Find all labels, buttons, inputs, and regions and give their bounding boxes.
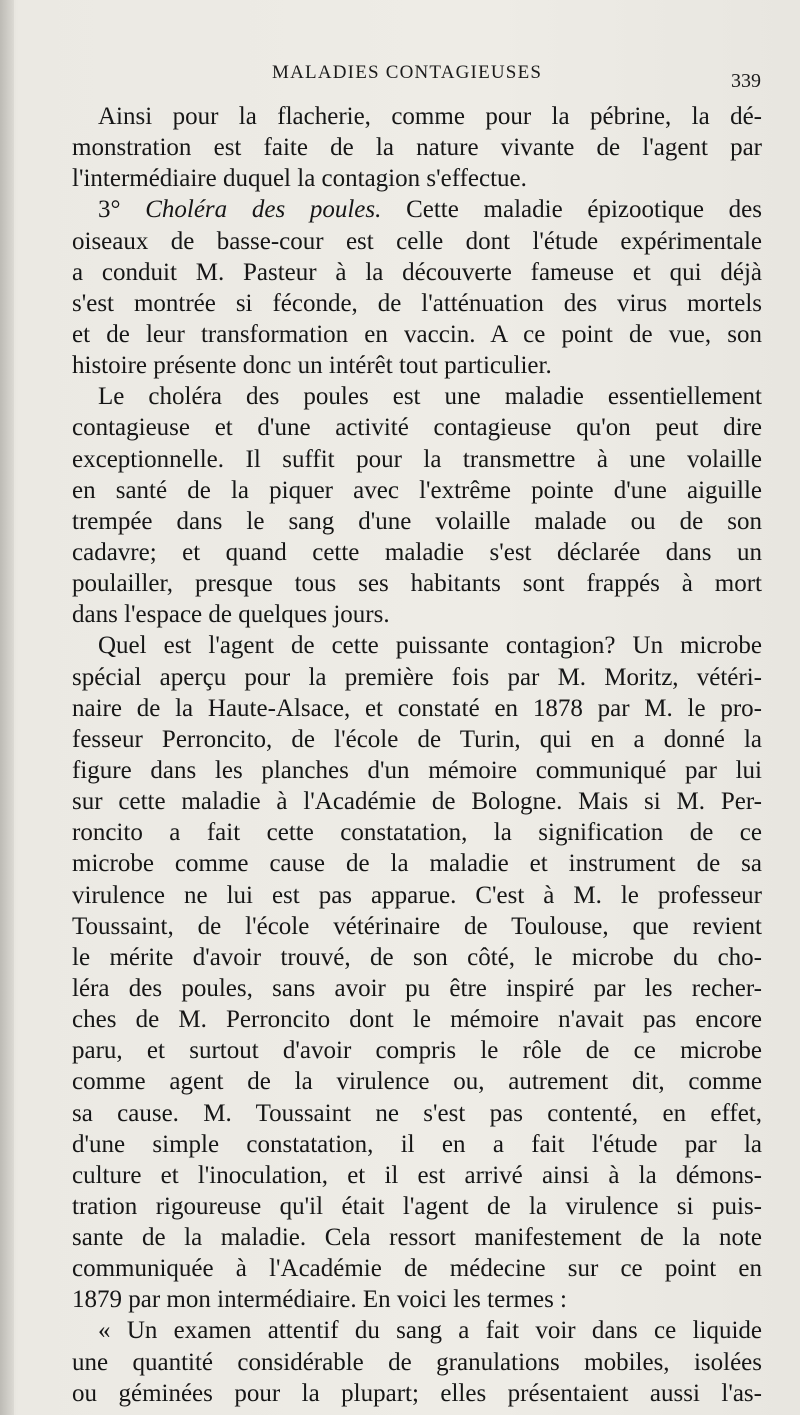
text-line: le mérite d'avoir trouvé, de son côté, le microbe du cho- <box>72 943 762 971</box>
text-line: paru, et surtout d'avoir compris le rôle de ce microbe <box>72 1037 762 1065</box>
text-line: d'une simple constatation, il en a fait l'étude par la <box>72 1130 762 1158</box>
italic-heading: Choléra des poules. <box>145 196 382 224</box>
text-line: sa cause. M. Toussaint ne s'est pas contenté, en effet, <box>72 1099 762 1127</box>
text-line: Quel est l'agent de cette puissante contagion? Un microbe <box>98 632 762 660</box>
text-line-quote-start: « Un examen attentif du sang a fait voir dans ce liquide <box>98 1317 762 1345</box>
text-line: poulailler, presque tous ses habitants sont frappés à mort <box>72 570 762 598</box>
running-head: MALADIES CONTAGIEUSES <box>272 62 543 83</box>
text-line: s'est montrée si féconde, de l'atténuation des virus mortels <box>72 289 762 317</box>
text-line: a conduit M. Pasteur à la découverte fameuse et qui déjà <box>72 258 762 286</box>
text-line: et de leur transformation en vaccin. A ce point de vue, son <box>72 320 762 348</box>
text-line: microbe comme cause de la maladie et instrument de sa <box>72 850 762 878</box>
text-line: Toussaint, de l'école vétérinaire de Toulouse, que revient <box>72 912 762 940</box>
text-line: oiseaux de basse-cour est celle dont l'étude expérimentale <box>72 227 762 255</box>
page-binding-shadow <box>0 0 14 1415</box>
text-line: Le choléra des poules est une maladie essentiellement <box>98 383 762 411</box>
text-line: 1879 par mon intermédiaire. En voici les termes : <box>72 1286 567 1314</box>
text-line: contagieuse et d'une activité contagieuse qu'on peut dire <box>72 414 762 442</box>
body-text <box>72 101 762 1409</box>
text-line: Ainsi pour la flacherie, comme pour la pébrine, la dé- <box>98 103 762 130</box>
text-line: l'intermédiaire duquel la contagion s'effectue. <box>72 165 527 193</box>
text-line: dans l'espace de quelques jours. <box>72 601 390 629</box>
text-line: naire de la Haute-Alsace, et constaté en 1878 par M. le pro- <box>72 694 762 722</box>
text-line: spécial aperçu pour la première fois par M. Moritz, vétéri- <box>72 663 762 691</box>
text-line: ches de M. Perroncito dont le mémoire n'avait pas encore <box>72 1006 762 1034</box>
text-line-section-heading: 3° Choléra des poules. Cette maladie épizootique des <box>98 196 763 224</box>
text-line: une quantité considérable de granulations mobiles, isolées <box>72 1348 762 1376</box>
text-line: histoire présente donc un intérêt tout particulier. <box>72 352 552 380</box>
text-line: comme agent de la virulence ou, autrement dit, comme <box>72 1068 762 1096</box>
text-line: sante de la maladie. Cela ressort manifestement de la note <box>72 1224 762 1252</box>
text-line: ou géminées pour la plupart; elles présentaient aussi l'as- <box>72 1379 762 1407</box>
text-line: roncito a fait cette constatation, la signification de ce <box>72 819 762 847</box>
text-line: trempée dans le sang d'une volaille malade ou de son <box>72 507 762 535</box>
text-line: exceptionnelle. Il suffit pour la transmettre à une volaille <box>72 445 762 473</box>
text-line: virulence ne lui est pas apparue. C'est à M. le professeur <box>72 881 762 909</box>
text-line: communiquée à l'Académie de médecine sur ce point en <box>72 1255 762 1283</box>
text-line: sur cette maladie à l'Académie de Bologne. Mais si M. Per- <box>72 788 762 816</box>
text-line: figure dans les planches d'un mémoire communiqué par lui <box>72 756 762 784</box>
text-line: en santé de la piquer avec l'extrême pointe d'une aiguille <box>72 476 762 504</box>
page-number: 339 <box>731 70 761 92</box>
text-line: fesseur Perroncito, de l'école de Turin, qui en a donné la <box>72 725 762 753</box>
text-line: culture et l'inoculation, et il est arrivé ainsi à la démons- <box>72 1161 762 1189</box>
text-line: cadavre; et quand cette maladie s'est déclarée dans un <box>72 538 762 566</box>
text-line: monstration est faite de la nature vivante de l'agent par <box>72 134 762 162</box>
text-line: tration rigoureuse qu'il était l'agent de la virulence si puis- <box>72 1192 762 1220</box>
text-line: léra des poules, sans avoir pu être inspiré par les recher- <box>72 974 762 1002</box>
